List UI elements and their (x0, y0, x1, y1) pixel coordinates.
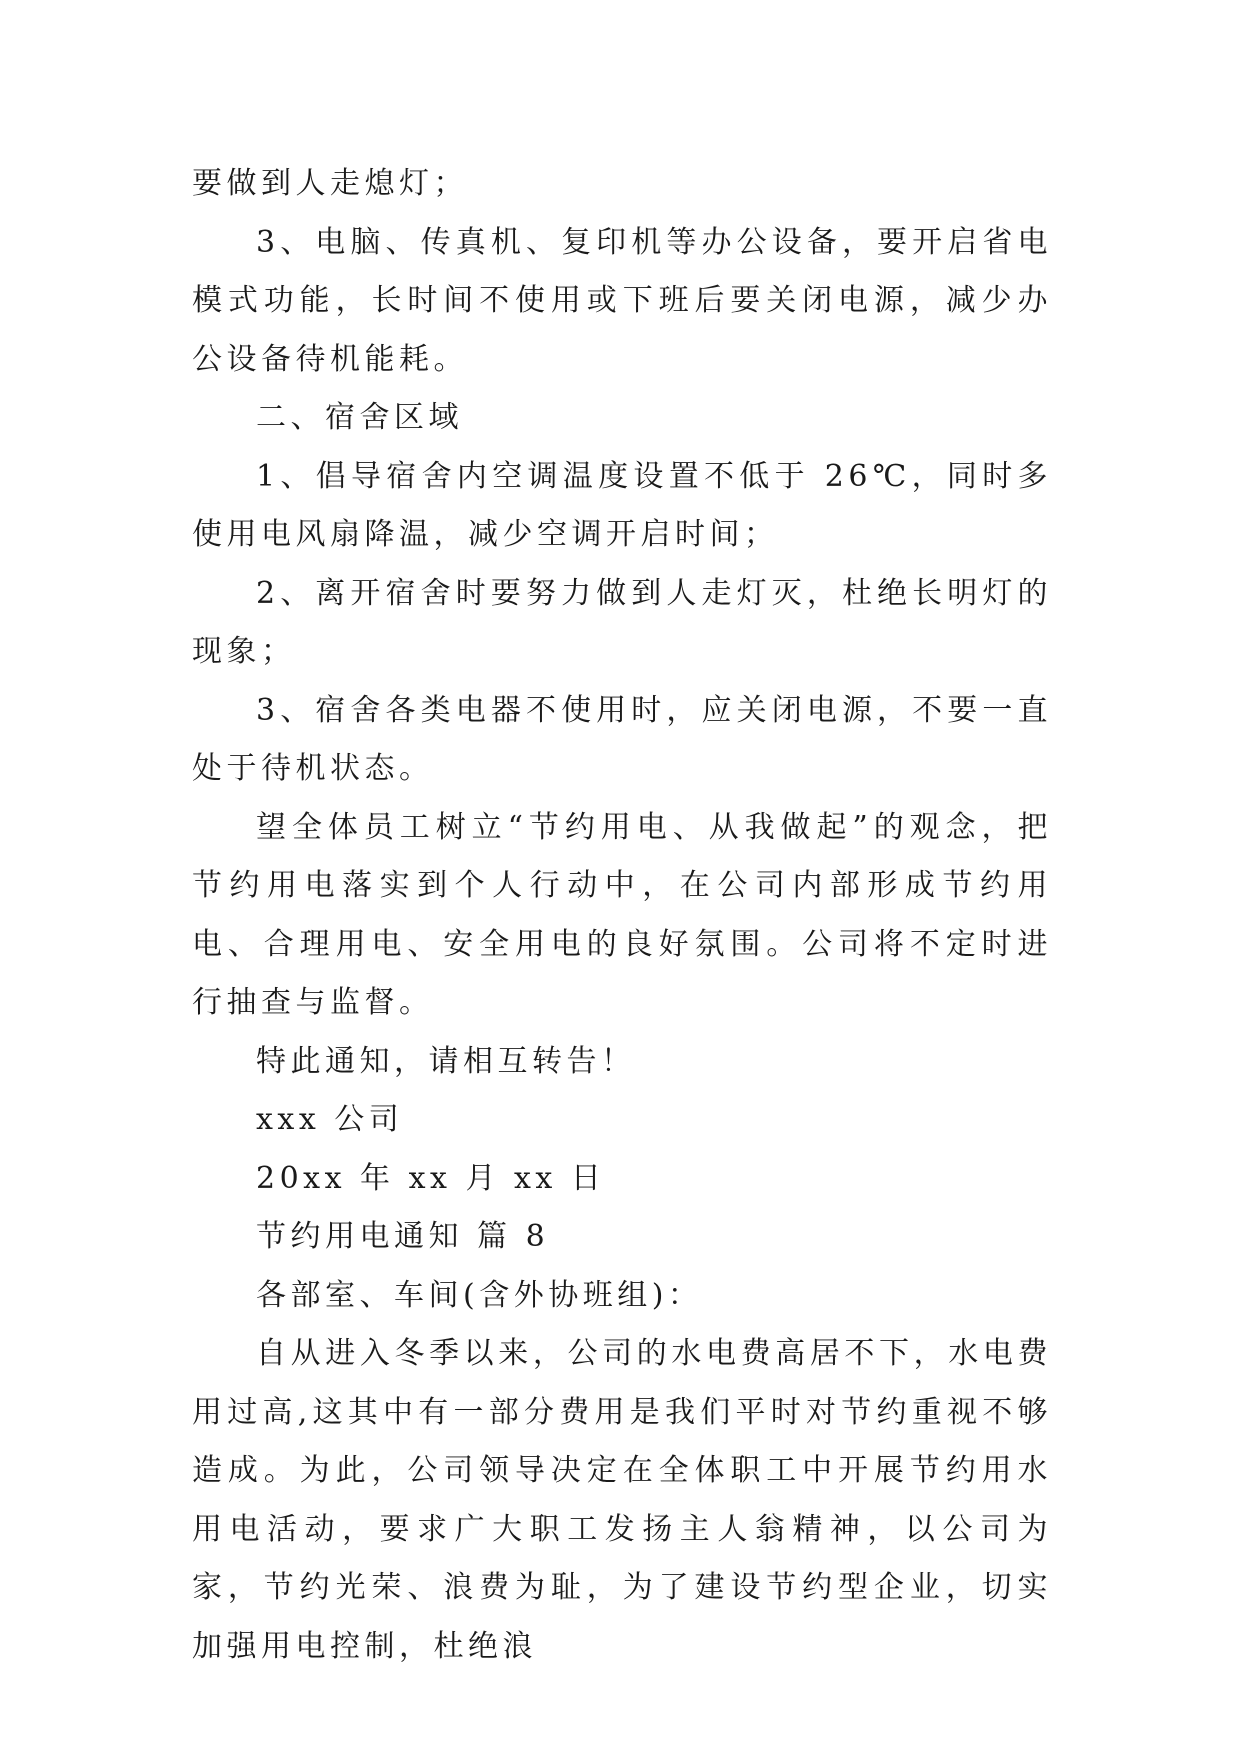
signature-date: 20xx 年 xx 月 xx 日 (256, 1160, 606, 1196)
signature-company: xxx 公司 (256, 1102, 404, 1137)
paragraph-notice-body: 自从进入冬季以来，公司的水电费高居不下，水电费用过高,这其中有一部分费用是我们平时对节约重视不够造成。为此，公司领导决定在全体职工中开展节约用水用电活动，要求广大职工发扬主人翁精神，以公司为家，节约光荣、浪费为耻，为了建设节约型企业，切实加强用电控制，杜绝浪 (192, 1336, 1052, 1664)
paragraph-appeal: 望全体员工树立“节约用电、从我做起”的观念，把节约用电落实到个人行动中，在公司内部形成节约用电、合理用电、安全用电的良好氛围。公司将不定时进行抽查与监督。 (192, 809, 1052, 1020)
section-heading-dormitory: 二、宿舍区域 (256, 400, 463, 435)
paragraph-continuation: 要做到人走熄灯； (192, 166, 468, 201)
paragraph-closing: 特此通知，请相互转告！ (256, 1043, 636, 1079)
paragraph-office-item-3: 3、电脑、传真机、复印机等办公设备，要开启省电模式功能，长时间不使用或下班后要关闭电源，减少办公设备待机能耗。 (192, 224, 1052, 377)
paragraph-dorm-item-2: 2、离开宿舍时要努力做到人走灯灭，杜绝长明灯的现象； (192, 575, 1052, 669)
document-body (192, 155, 1052, 1676)
paragraph-dorm-item-1: 1、倡导宿舍内空调温度设置不低于 26℃，同时多使用电风扇降温，减少空调开启时间； (192, 458, 1052, 552)
notice-salutation: 各部室、车间(含外协班组)： (256, 1277, 703, 1313)
paragraph-dorm-item-3: 3、宿舍各类电器不使用时，应关闭电源，不要一直处于待机状态。 (192, 692, 1052, 786)
notice-title: 节约用电通知 篇 8 (256, 1219, 550, 1254)
